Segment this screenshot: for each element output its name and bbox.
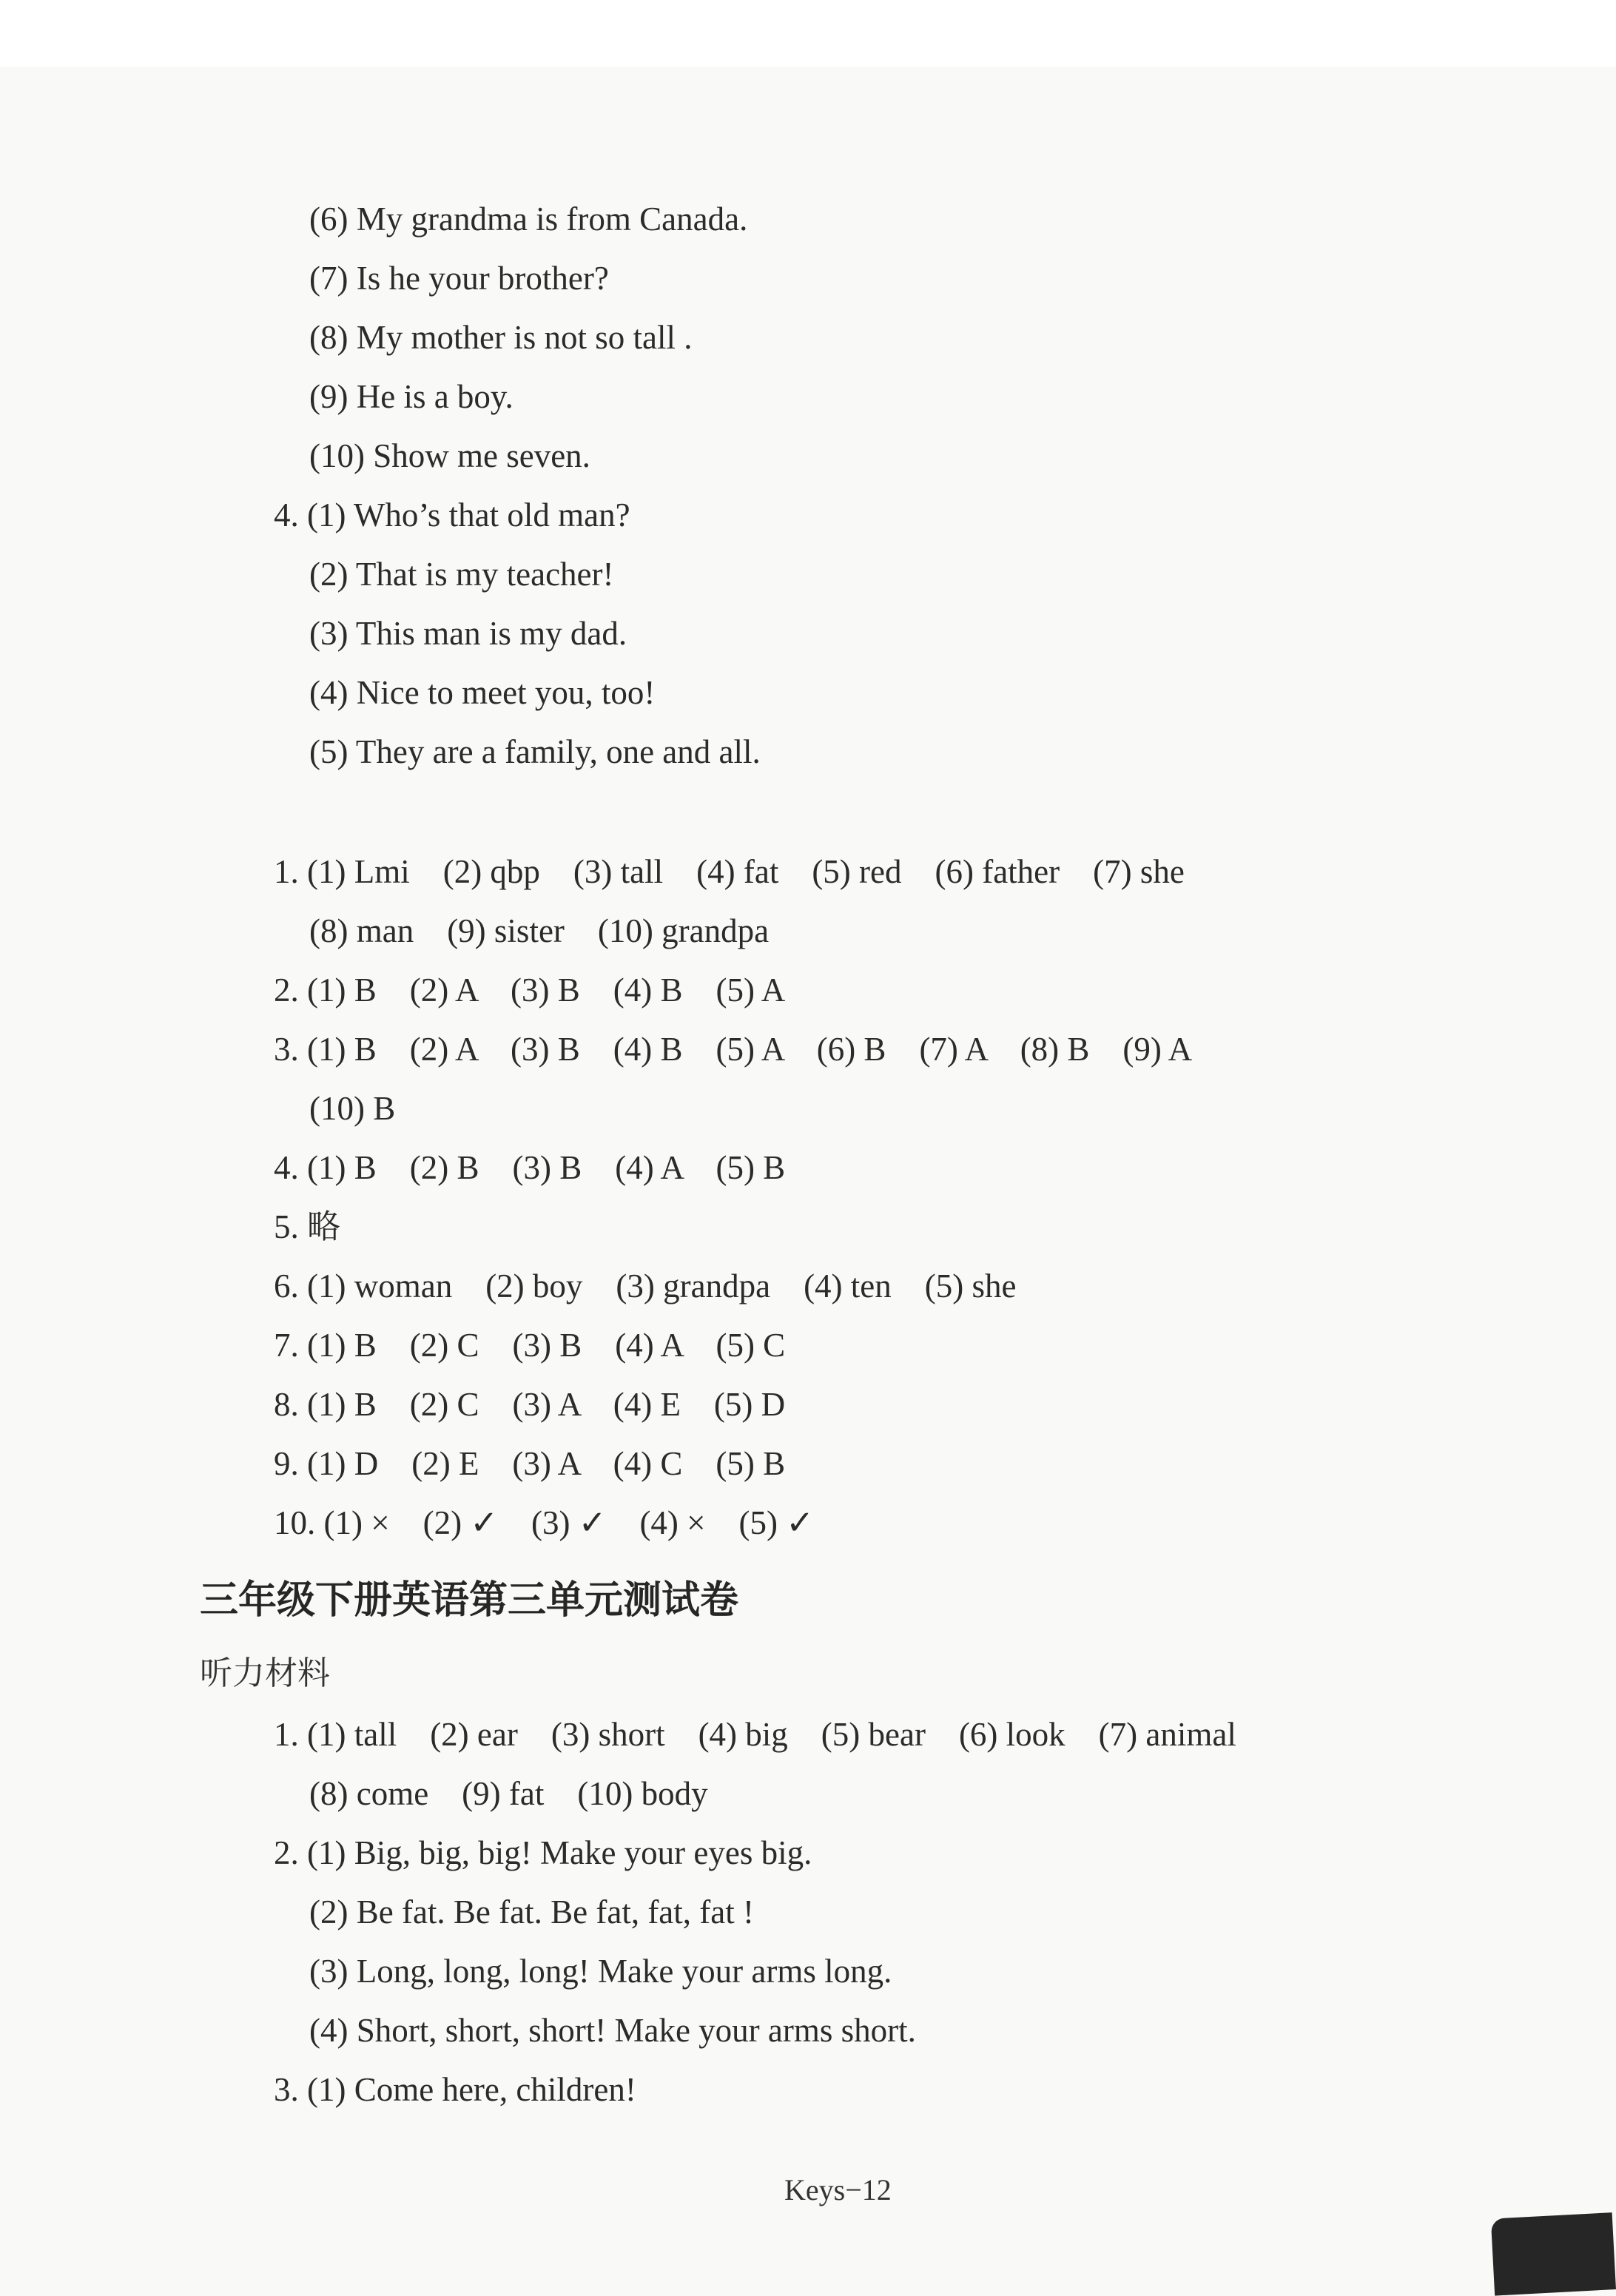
- listening-line-9: (9) He is a boy.: [309, 378, 514, 415]
- answer-line-3: 3. (1) B (2) A (3) B (4) B (5) A (6) B (7) A (8) B (9) A: [274, 1031, 1193, 1068]
- section-subheading: 听力材料: [200, 1654, 330, 1692]
- answer-line-6: 6. (1) woman (2) boy (3) grandpa (4) ten (5) she: [274, 1267, 1017, 1304]
- unit3-line-2-4: (4) Short, short, short! Make your arms short.: [309, 2012, 916, 2049]
- unit3-line-1-cont: (8) come (9) fat (10) body: [309, 1775, 708, 1812]
- listening-q4-line-5: (5) They are a family, one and all.: [309, 733, 761, 770]
- listening-q4-line-1: 4. (1) Who’s that old man?: [274, 496, 630, 533]
- unit3-line-1: 1. (1) tall (2) ear (3) short (4) big (5) bear (6) look (7) animal: [274, 1716, 1236, 1753]
- answer-line-5: 5. 略: [274, 1208, 341, 1245]
- listening-line-6: (6) My grandma is from Canada.: [309, 201, 748, 238]
- answer-line-7: 7. (1) B (2) C (3) B (4) A (5) C: [274, 1327, 786, 1364]
- unit3-line-2-3: (3) Long, long, long! Make your arms long.: [309, 1953, 892, 1990]
- scan-corner-shadow: [1491, 2212, 1616, 2295]
- unit3-line-2-2: (2) Be fat. Be fat. Be fat, fat, fat !: [309, 1893, 754, 1930]
- section-heading: 三年级下册英语第三单元测试卷: [200, 1578, 739, 1623]
- listening-q4-line-3: (3) This man is my dad.: [309, 615, 627, 652]
- unit3-line-2: 2. (1) Big, big, big! Make your eyes big.: [274, 1834, 812, 1871]
- listening-q4-line-4: (4) Nice to meet you, too!: [309, 674, 656, 711]
- listening-line-8: (8) My mother is not so tall .: [309, 319, 693, 356]
- page-number: Keys−12: [784, 2173, 892, 2206]
- page-top-margin: [0, 0, 1616, 67]
- answer-line-9: 9. (1) D (2) E (3) A (4) C (5) B: [274, 1445, 786, 1482]
- unit3-line-3: 3. (1) Come here, children!: [274, 2071, 636, 2108]
- answer-line-2: 2. (1) B (2) A (3) B (4) B (5) A: [274, 972, 786, 1009]
- listening-q4-line-2: (2) That is my teacher!: [309, 556, 614, 593]
- answer-line-3-cont: (10) B: [309, 1090, 396, 1127]
- answer-line-8: 8. (1) B (2) C (3) A (4) E (5) D: [274, 1386, 786, 1423]
- listening-line-7: (7) Is he your brother?: [309, 260, 609, 297]
- answer-line-10: 10. (1) × (2) ✓ (3) ✓ (4) × (5) ✓: [274, 1504, 814, 1541]
- listening-line-10: (10) Show me seven.: [309, 437, 590, 474]
- answer-line-4: 4. (1) B (2) B (3) B (4) A (5) B: [274, 1149, 786, 1186]
- answer-line-1-cont: (8) man (9) sister (10) grandpa: [309, 912, 770, 949]
- answer-line-1: 1. (1) Lmi (2) qbp (3) tall (4) fat (5) red (6) father (7) she: [274, 853, 1185, 890]
